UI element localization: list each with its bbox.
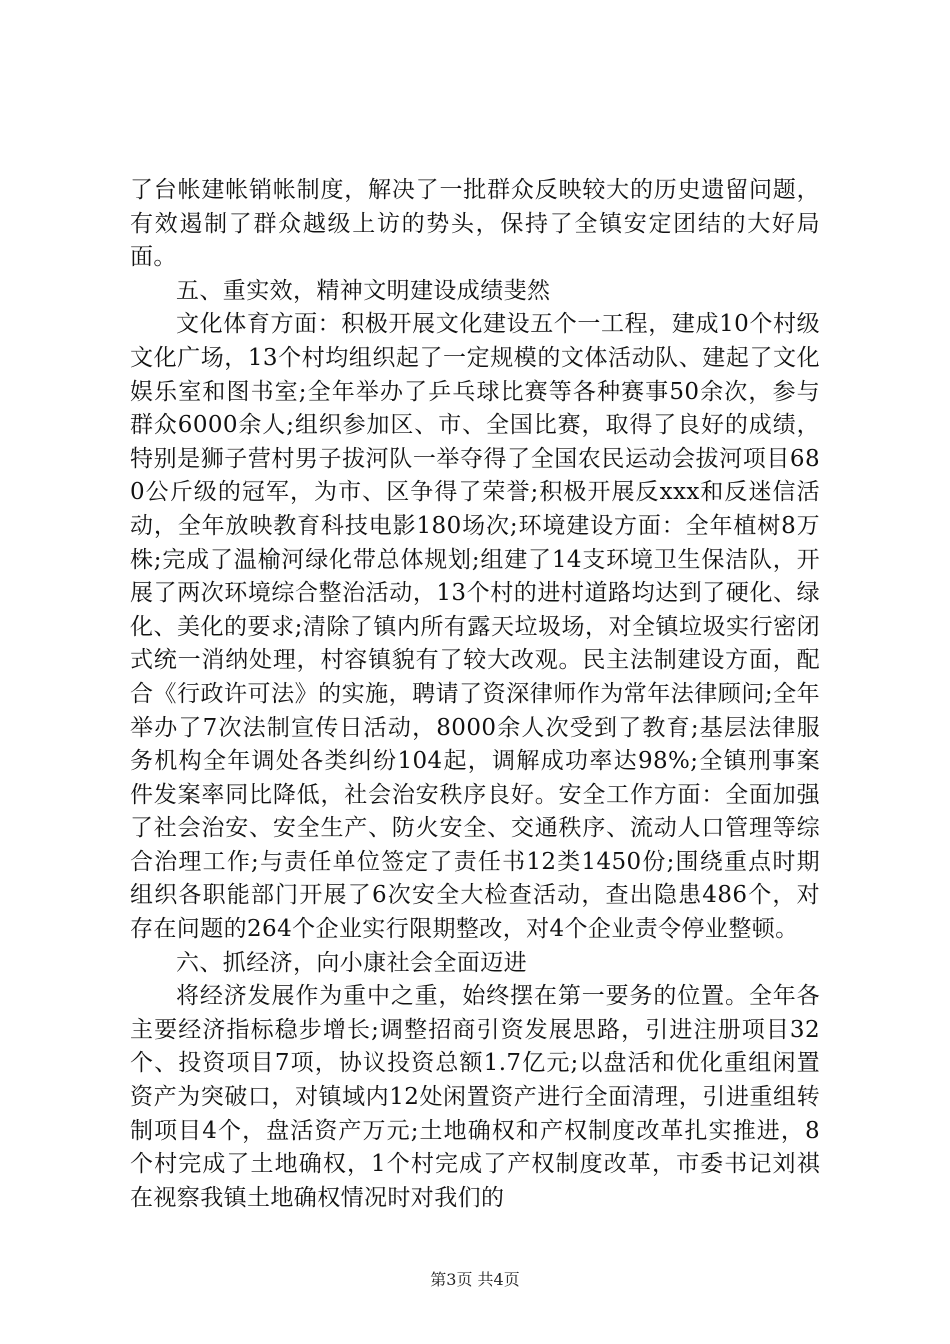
paragraph-culture-sports: 文化体育方面：积极开展文化建设五个一工程，建成10个村级文化广场，13个村均组织起了一定规模的文体活动队、建起了文化娱乐室和图书室;全年举办了乒乓球比赛等各种赛事50余次，参与群众6000余人;组织参加区、市、全国比赛，取得了良好的成绩，特别是狮子营村男子拔河队一举夺得了全国农民运动会拔河项目680公斤级的冠军，为市、区争得了荣誉;积极开展反xxx和反迷信活动，全年放映教育科技电影180场次;环境建设方面：全年植树8万株;完成了温榆河绿化带总体规划;组建了14支环境卫生保洁队，开展了两次环境综合整治活动，13个村的进村道路均达到了硬化、绿化、美化的要求;清除了镇内所有露天垃圾场，对全镇垃圾实行密闭式统一消纳处理，村容镇貌有了较大改观。民主法制建设方面，配合《行政许可法》的实施，聘请了资深律师作为常年法律顾问;全年举办了7次法制宣传日活动，8000余人次受到了教育;基层法律服务机构全年调处各类纠纷104起，调解成功率达98%;全镇刑事案件发案率同比降低，社会治安秩序良好。安全工作方面：全面加强了社会治安、安全生产、防火安全、交通秩序、流动人口管理等综合治理工作;与责任单位签定了责任书12类1450份;围绕重点时期组织各职能部门开展了6次安全大检查活动，查出隐患486个，对存在问题的264个企业实行限期整改，对4个企业责令停业整顿。 [130, 311, 820, 943]
paragraph-continuation: 了台帐建帐销帐制度，解决了一批群众反映较大的历史遗留问题，有效遏制了群众越级上访的势头，保持了全镇安定团结的大好局面。 [130, 177, 820, 271]
paragraph-economy: 将经济发展作为重中之重，始终摆在第一要务的位置。全年各主要经济指标稳步增长;调整招商引资发展思路，引进注册项目32个、投资项目7项，协议投资总额1.7亿元;以盘活和优化重组闲置资产为突破口，对镇域内12处闲置资产进行全面清理，引进重组转制项目4个，盘活资产万元;土地确权和产权制度改革扎实推进，8个村完成了土地确权，1个村完成了产权制度改革，市委书记刘祺在视察我镇土地确权情况时对我们的 [130, 983, 820, 1211]
section-heading-five: 五、重实效，精神文明建设成绩斐然 [176, 277, 551, 304]
document-body [130, 174, 820, 1215]
section-heading-six: 六、抓经济，向小康社会全面迈进 [176, 949, 527, 976]
page-number-footer: 第3页 共4页 [430, 1270, 520, 1289]
